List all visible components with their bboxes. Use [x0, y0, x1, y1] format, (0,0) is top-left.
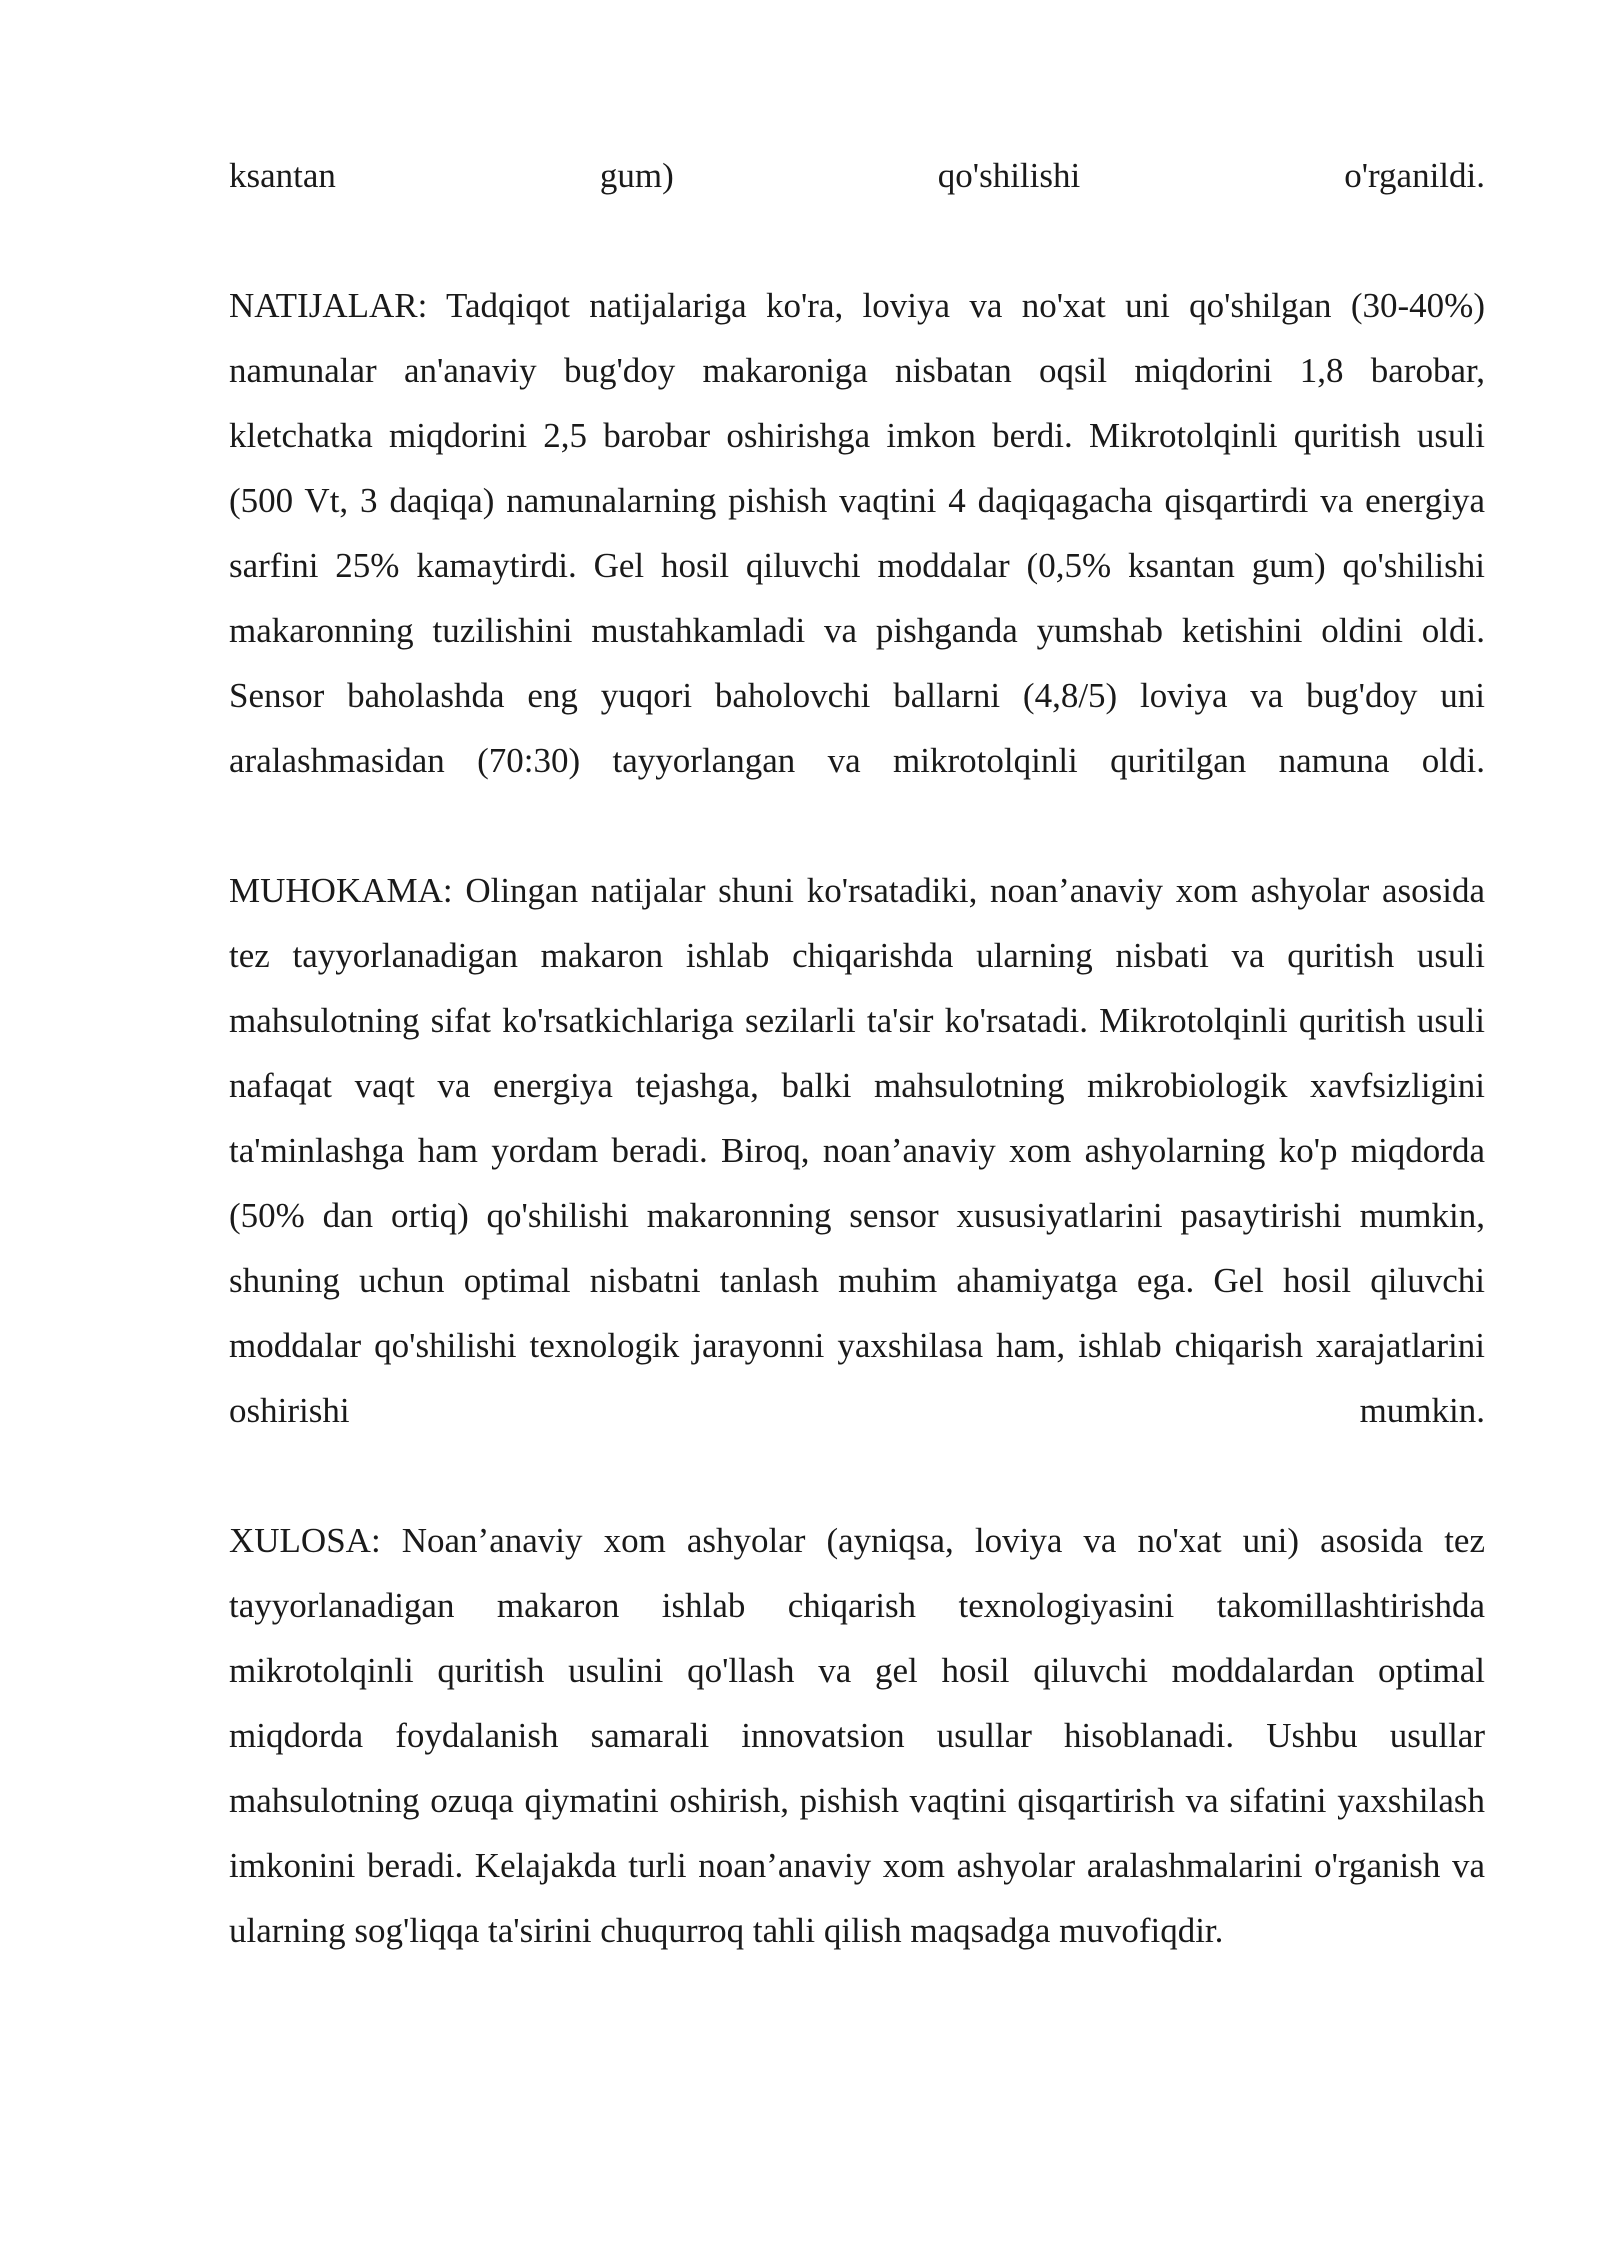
paragraph-continuation: ksantan gum) qo'shilishi o'rganildi.: [229, 156, 1485, 195]
paragraph-muhokama: MUHOKAMA: Olingan natijalar shuni ko'rsatadiki, noan’anaviy xom ashyolar asosida tez tayyorlanadigan makaron ishlab chiqarishda ularning nisbati va quritish usuli mahsulotning sifat ko'rsatkichlariga sezilarli ta'sir ko'rsatadi. Mikrotolqinli quritish usuli nafaqat vaqt va energiya tejashga, balki mahsulotning mikrobiologik xavfsizligini ta'minlashga ham yordam beradi. Biroq, noan’anaviy xom ashyolarning ko'p miqdorda (50% dan ortiq) qo'shilishi makaronning sensor xususiyatlarini pasaytirishi mumkin, shuning uchun optimal nisbatni tanlash muhim ahamiyatga ega. Gel hosil qiluvchi moddalar qo'shilishi texnologik jarayonni yaxshilasa ham, ishlab chiqarish xarajatlarini oshirishi mumkin.: [229, 871, 1485, 1430]
paragraph-xulosa: XULOSA: Noan’anaviy xom ashyolar (ayniqsa, loviya va no'xat uni) asosida tez tayyorlanadigan makaron ishlab chiqarish texnologiyasini takomillashtirishda mikrotolqinli quritish usulini qo'llash va gel hosil qiluvchi moddalardan optimal miqdorda foydalanish samarali innovatsion usullar hisoblanadi. Ushbu usullar mahsulotning ozuqa qiymatini oshirish, pishish vaqtini qisqartirish va sifatini yaxshilash imkonini beradi. Kelajakda turli noan’anaviy xom ashyolar aralashmalarini o'rganish va ularning sog'liqqa ta'sirini chuqurroq tahli qilish maqsadga muvofiqdir.: [229, 1521, 1485, 1950]
paragraph-natijalar: NATIJALAR: Tadqiqot natijalariga ko'ra, loviya va no'xat uni qo'shilgan (30-40%) namunalar an'anaviy bug'doy makaroniga nisbatan oqsil miqdorini 1,8 barobar, kletchatka miqdorini 2,5 barobar oshirishga imkon berdi. Mikrotolqinli quritish usuli (500 Vt, 3 daqiqa) namunalarning pishish vaqtini 4 daqiqagacha qisqartirdi va energiya sarfini 25% kamaytirdi. Gel hosil qiluvchi moddalar (0,5% ksantan gum) qo'shilishi makaronning tuzilishini mustahkamladi va pishganda yumshab ketishini oldini oldi. Sensor baholashda eng yuqori baholovchi ballarni (4,8/5) loviya va bug'doy uni aralashmasidan (70:30) tayyorlangan va mikrotolqinli quritilgan namuna oldi.: [229, 286, 1485, 780]
document-page: [229, 143, 1485, 1963]
